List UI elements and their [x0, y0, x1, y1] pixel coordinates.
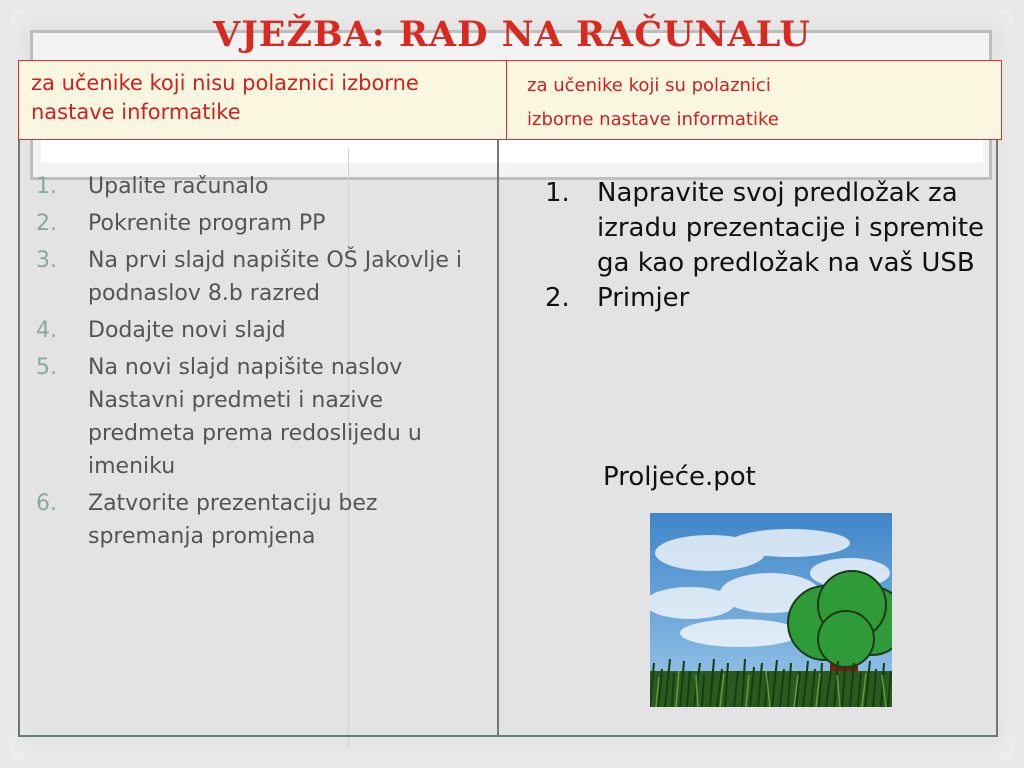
- step-number: 2.: [545, 283, 570, 313]
- right-header-line-2: izborne nastave informatike: [527, 109, 779, 130]
- list-item: [545, 176, 985, 281]
- step-number: 6.: [36, 491, 57, 516]
- step-text: Pokrenite program PP: [88, 211, 326, 236]
- list-item: [36, 487, 496, 553]
- right-steps-list: [545, 176, 985, 316]
- list-item: [545, 281, 985, 316]
- template-filename: Proljeće.pot: [603, 462, 756, 492]
- step-text: Na prvi slajd napišite OŠ Jakovlje i podnaslov 8.b razred: [88, 248, 462, 306]
- step-number: 3.: [36, 248, 57, 273]
- step-text: Upalite računalo: [88, 174, 269, 199]
- left-column-header: za učenike koji nisu polaznici izborne nastave informatike: [18, 60, 507, 140]
- step-text: Napravite svoj predložak za izradu prezentacije i spremite ga kao predložak na vaš USB: [597, 178, 985, 278]
- list-item: [36, 207, 496, 240]
- left-steps-list: [36, 170, 496, 557]
- step-number: 1.: [545, 178, 570, 208]
- list-item: [36, 314, 496, 347]
- ground: [650, 671, 892, 707]
- step-number: 2.: [36, 211, 57, 236]
- step-text: Dodajte novi slajd: [88, 318, 286, 343]
- list-item: [36, 170, 496, 203]
- step-number: 5.: [36, 355, 57, 380]
- step-text: Na novi slajd napišite naslov Nastavni predmeti i nazive predmeta prema redoslijedu u imeniku: [88, 355, 422, 479]
- step-text: Primjer: [597, 283, 690, 313]
- step-text: Zatvorite prezentaciju bez spremanja promjena: [88, 491, 378, 549]
- slide: [10, 10, 1014, 760]
- step-number: 1.: [36, 174, 57, 199]
- right-column-header: [506, 60, 1002, 140]
- slide-title: VJEŽBA: RAD NA RAČUNALU: [213, 14, 811, 55]
- right-header-line-1: za učenike koji su polaznici: [527, 75, 771, 96]
- list-item: [36, 244, 496, 310]
- list-item: [36, 351, 496, 483]
- tree-landscape-image: [650, 513, 892, 707]
- column-divider: [497, 140, 499, 737]
- step-number: 4.: [36, 318, 57, 343]
